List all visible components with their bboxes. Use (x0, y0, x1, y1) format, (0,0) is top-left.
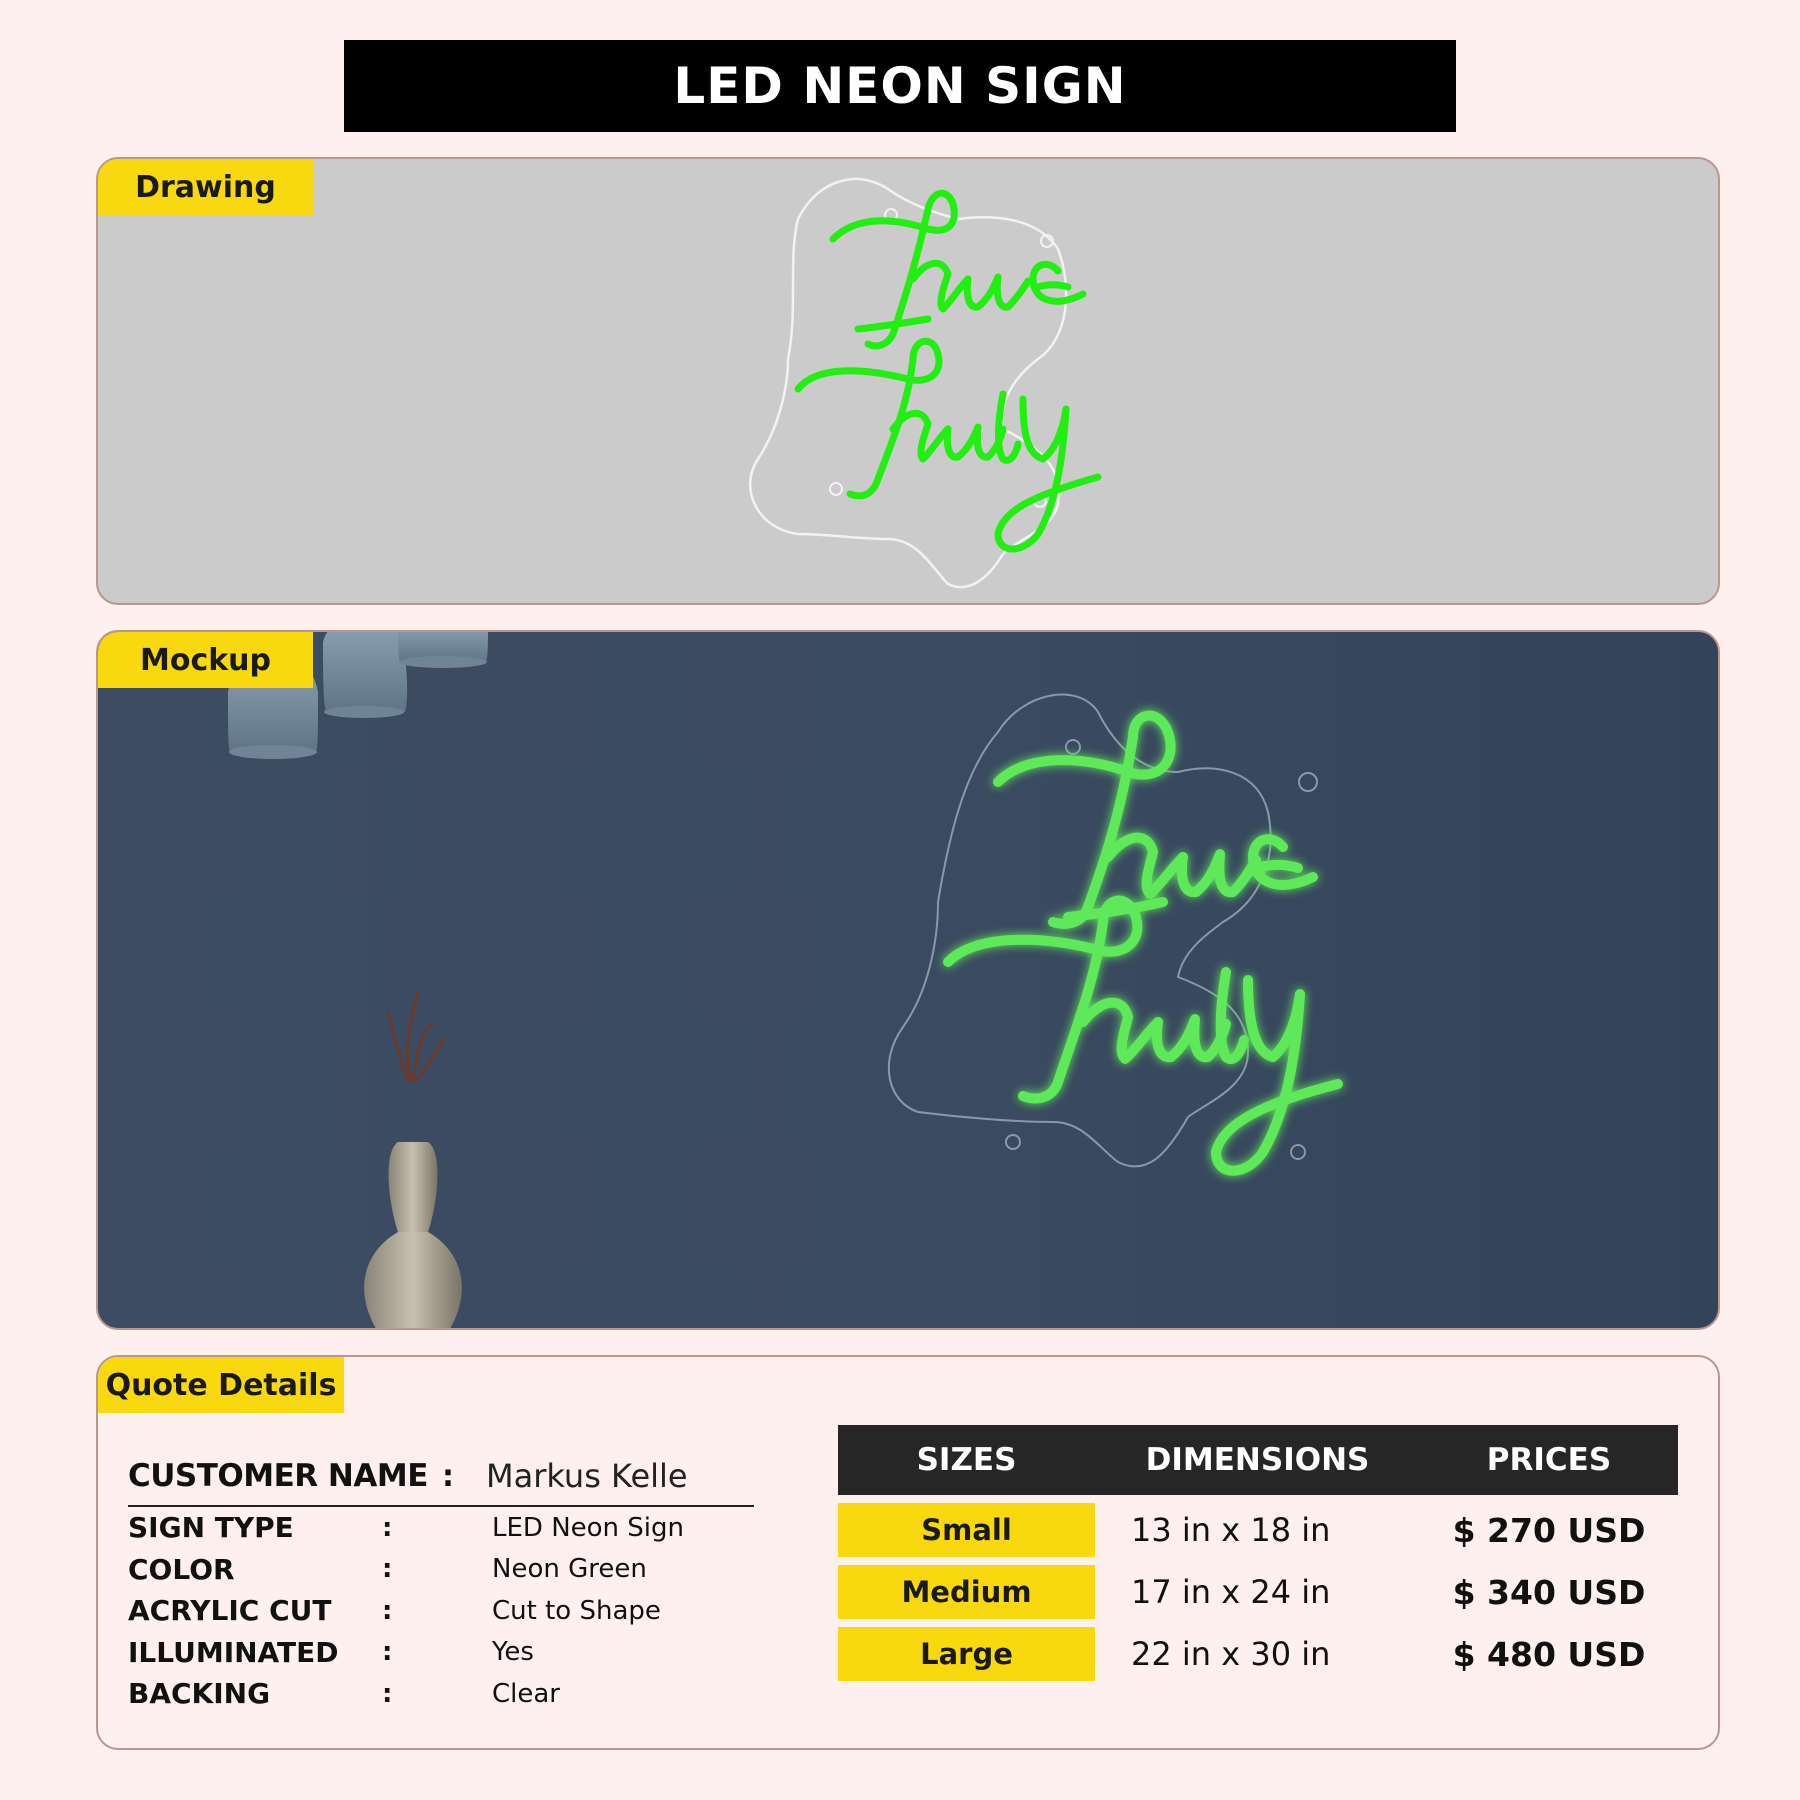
neon-text-truly (798, 341, 1098, 549)
customer-label: CUSTOMER NAME (128, 1458, 428, 1494)
colon: : (382, 1554, 393, 1585)
dimensions-medium: 17 in x 24 in (1131, 1573, 1331, 1611)
spec-value: LED Neon Sign (492, 1512, 685, 1543)
colon: : (382, 1678, 393, 1709)
spec-value: Yes (492, 1637, 534, 1668)
spec-value: Clear (492, 1678, 560, 1709)
price-medium: $ 340 USD (1452, 1572, 1646, 1612)
dimensions-large: 22 in x 30 in (1131, 1635, 1331, 1673)
spec-label: ACRYLIC CUT (128, 1594, 332, 1628)
price-row-large (838, 1627, 1678, 1681)
spec-row (128, 1673, 754, 1715)
drawing-tag: Drawing (98, 159, 313, 215)
quote-details (128, 1447, 754, 1715)
quote-tag: Quote Details (98, 1357, 344, 1413)
price-table (838, 1425, 1678, 1681)
spec-row (128, 1507, 754, 1549)
spec-row (128, 1632, 754, 1674)
drawing-panel (96, 157, 1720, 605)
colon: : (442, 1458, 454, 1494)
price-row-small (838, 1503, 1678, 1557)
colon: : (382, 1637, 393, 1668)
spec-row (128, 1549, 754, 1591)
mockup-tag: Mockup (98, 632, 313, 688)
price-large: $ 480 USD (1452, 1634, 1646, 1674)
price-row-medium (838, 1565, 1678, 1619)
header-prices: PRICES (1486, 1442, 1612, 1478)
page-title: LED NEON SIGN (344, 40, 1456, 132)
spec-label: COLOR (128, 1552, 235, 1586)
spec-value: Neon Green (492, 1554, 647, 1585)
customer-name: Markus Kelle (486, 1457, 688, 1495)
neon-drawing (98, 159, 1720, 605)
price-small: $ 270 USD (1452, 1510, 1646, 1550)
size-small: Small (838, 1503, 1095, 1557)
header-dimensions: DIMENSIONS (1145, 1442, 1370, 1478)
spec-row (128, 1590, 754, 1632)
spec-label: ILLUMINATED (128, 1635, 339, 1669)
mockup-neon-text (948, 716, 1338, 1171)
spec-label: BACKING (128, 1677, 271, 1711)
dimensions-small: 13 in x 18 in (1131, 1511, 1331, 1549)
colon: : (382, 1512, 393, 1543)
mockup-scene (98, 632, 1720, 1330)
price-table-header (838, 1425, 1678, 1495)
mockup-panel (96, 630, 1720, 1330)
size-large: Large (838, 1627, 1095, 1681)
spec-value: Cut to Shape (492, 1595, 661, 1626)
quote-panel (96, 1355, 1720, 1750)
spec-label: SIGN TYPE (128, 1511, 294, 1545)
customer-row (128, 1447, 754, 1507)
size-medium: Medium (838, 1565, 1095, 1619)
neon-text-true (833, 193, 1083, 346)
colon: : (382, 1595, 393, 1626)
header-sizes: SIZES (916, 1442, 1017, 1478)
vase (364, 992, 462, 1330)
